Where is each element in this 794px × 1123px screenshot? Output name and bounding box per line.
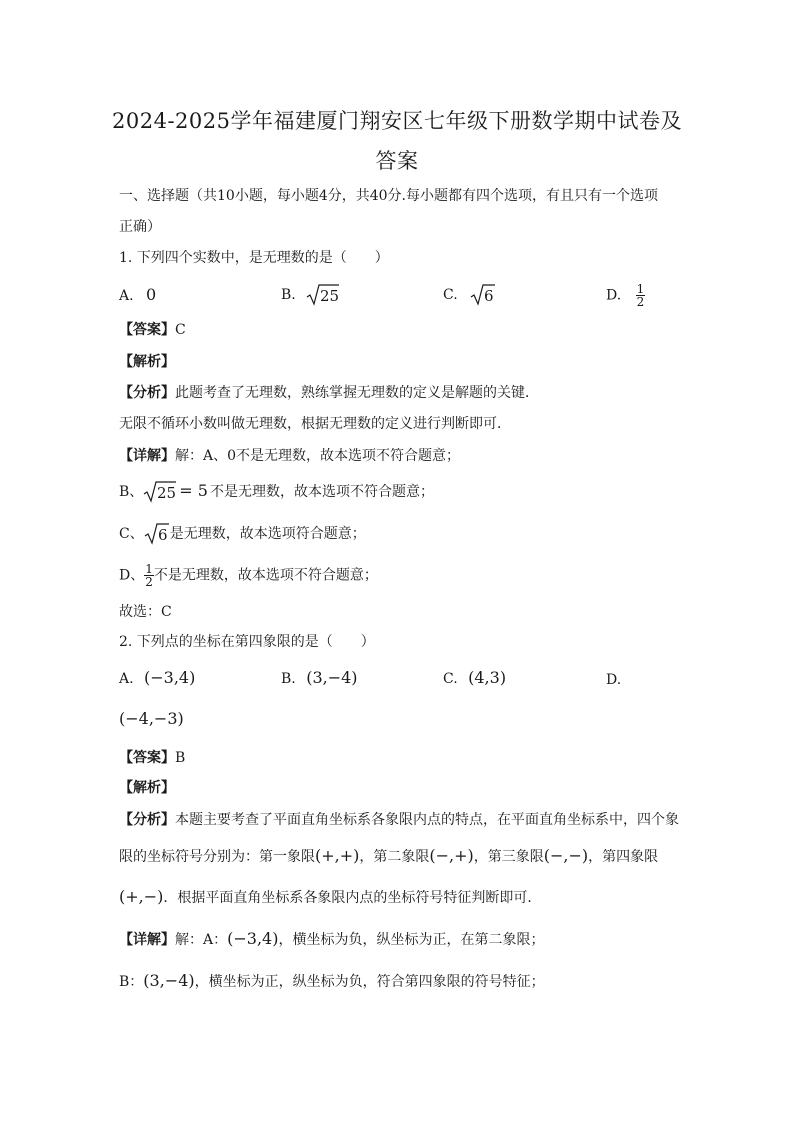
q2-fenxi-text1: 本题主要考查了平面直角坐标系各象限内点的特点，在平面直角坐标系中，四个象: [175, 812, 679, 828]
q1-detail-a: [119, 446, 460, 466]
q2-option-a-label: A.: [119, 671, 134, 687]
q1-detail-d-denominator: 2: [145, 575, 153, 589]
q1-detail-d: [119, 563, 378, 588]
q1-option-d-label: D.: [606, 287, 622, 304]
q2-detail-a-value: (−3,4): [227, 929, 279, 948]
q1-option-b-label: B.: [281, 287, 296, 303]
q2-answer-label: 【答案】: [119, 750, 175, 766]
q1-detail-c-radicand: 6: [157, 526, 168, 544]
q1-option-d-denominator: 2: [636, 295, 645, 309]
q2-fenxi-line1: [119, 810, 679, 830]
q1-detail-label: 【详解】: [119, 448, 175, 464]
q2-fenxi-text2a: 限的坐标符号分别为：第一象限: [119, 849, 315, 865]
q2-detail-a: [119, 929, 544, 950]
q1-fenxi-line2: 无限不循环小数叫做无理数，根据无理数的定义进行判断即可．: [119, 416, 511, 432]
q1-option-b-radical-sign: [306, 283, 340, 307]
q1-answer: [119, 320, 186, 340]
q1-fenxi: [119, 383, 539, 403]
q2-option-d-value: (−4,−3): [119, 709, 184, 728]
q1-detail-d-text: 不是无理数，故本选项不符合题意；: [153, 567, 378, 584]
q1-answer-value: C: [175, 322, 186, 338]
q1-detail-b-equals: = 5: [179, 481, 208, 500]
q1-detail-b-prefix: B、: [119, 484, 144, 500]
page-title-line1: 2024-2025学年福建厦门翔安区七年级下册数学期中试卷及: [112, 109, 682, 133]
q2-sign-q2: (−,+): [429, 846, 474, 865]
q1-option-b-radicand: 25: [320, 287, 340, 305]
q2-option-b-label: B.: [281, 671, 296, 687]
q2-answer: [119, 748, 185, 768]
q1-detail-d-prefix: D、: [119, 567, 145, 584]
q2-sign-q3: (−,−): [543, 846, 589, 865]
q2-sign-q1: (+,+): [315, 846, 360, 865]
q2-fenxi-line2: [119, 846, 658, 867]
q1-detail-a-text: 解：A、0不是无理数，故本选项不符合题意；: [175, 448, 461, 464]
q2-analysis-label: 【解析】: [119, 780, 175, 796]
q2-stem: 2. 下列点的坐标在第四象限的是（ ）: [119, 634, 375, 650]
q1-detail-b: [119, 480, 434, 504]
section-heading-line1: 一、选择题（共10小题，每小题4分，共40分.每小题都有四个选项，有且只有一个选项: [119, 188, 658, 204]
q1-conclusion: 故选：C: [119, 604, 172, 620]
q2-detail-b-text: ，横坐标为正，纵坐标为负，符合第四象限的符号特征；: [194, 974, 545, 990]
q2-detail-label: 【详解】: [119, 932, 175, 948]
q1-option-c-radicand: 6: [484, 287, 494, 305]
q2-option-a-value: (−3,4): [144, 668, 196, 687]
q1-option-a-label: A.: [119, 288, 134, 304]
q1-fenxi-text: 此题考查了无理数，熟练掌握无理数的定义是解题的关键．: [175, 385, 539, 401]
section-heading-line2: 正确）: [119, 219, 161, 235]
q1-stem: 1. 下列四个实数中，是无理数的是（ ）: [119, 250, 389, 266]
q1-detail-b-text: 不是无理数，故本选项不符合题意；: [209, 484, 434, 500]
q2-fenxi-text2c: ，第三象限: [473, 849, 544, 865]
q1-option-d-numerator: 1: [636, 282, 645, 296]
q1-option-b: [281, 283, 340, 307]
q2-option-b-value: (3,−4): [306, 668, 358, 687]
q2-fenxi-text2b: ，第二象限: [359, 849, 430, 865]
q2-option-a: [119, 668, 195, 689]
q2-detail-a-text: ，横坐标为负，纵坐标为正，在第二象限；: [278, 932, 545, 948]
q1-detail-d-numerator: 1: [145, 562, 153, 576]
q1-option-a: [119, 285, 156, 306]
q2-fenxi-text3: ．根据平面直角坐标系各象限内点的坐标符号特征判断即可．: [163, 890, 542, 906]
q2-option-c-value: (4,3): [468, 668, 507, 687]
q1-option-a-value: 0: [146, 285, 157, 304]
page-title-line2: 答案: [375, 149, 419, 173]
q2-option-c-label: C.: [443, 671, 458, 687]
q1-answer-label: 【答案】: [119, 322, 175, 338]
q1-option-d-fraction: [636, 283, 646, 308]
q2-option-d-label: D.: [606, 672, 622, 688]
q2-option-b: [281, 668, 358, 689]
q1-fenxi-label: 【分析】: [119, 385, 175, 401]
q1-detail-b-radicand: 25: [157, 484, 177, 502]
q2-sign-q4: (+,−): [119, 887, 164, 906]
q2-detail-b-prefix: B：: [119, 974, 144, 990]
q2-detail-b: [119, 971, 545, 992]
q1-detail-c-radical-sign: [144, 522, 170, 546]
q1-option-c-radical-sign: [470, 283, 496, 307]
q2-detail-b-value: (3,−4): [143, 971, 195, 990]
q2-detail-a-prefix: 解：A：: [175, 932, 228, 948]
q1-option-d: [606, 283, 645, 308]
q1-analysis-label: 【解析】: [119, 354, 175, 370]
q1-option-c-label: C.: [443, 287, 458, 303]
q2-option-c: [443, 668, 506, 689]
q1-detail-c: [119, 522, 366, 546]
q2-answer-value: B: [175, 750, 186, 766]
q1-detail-c-prefix: C、: [119, 526, 144, 542]
q1-option-c: [443, 283, 496, 307]
q2-fenxi-label: 【分析】: [119, 812, 175, 828]
q2-fenxi-line3: [119, 887, 541, 908]
q1-detail-d-fraction: [144, 563, 154, 588]
q1-detail-c-text: 是无理数，故本选项符合题意；: [169, 526, 366, 542]
q2-fenxi-text2d: ，第四象限: [588, 849, 659, 865]
q1-detail-b-radical-sign: [143, 480, 177, 504]
